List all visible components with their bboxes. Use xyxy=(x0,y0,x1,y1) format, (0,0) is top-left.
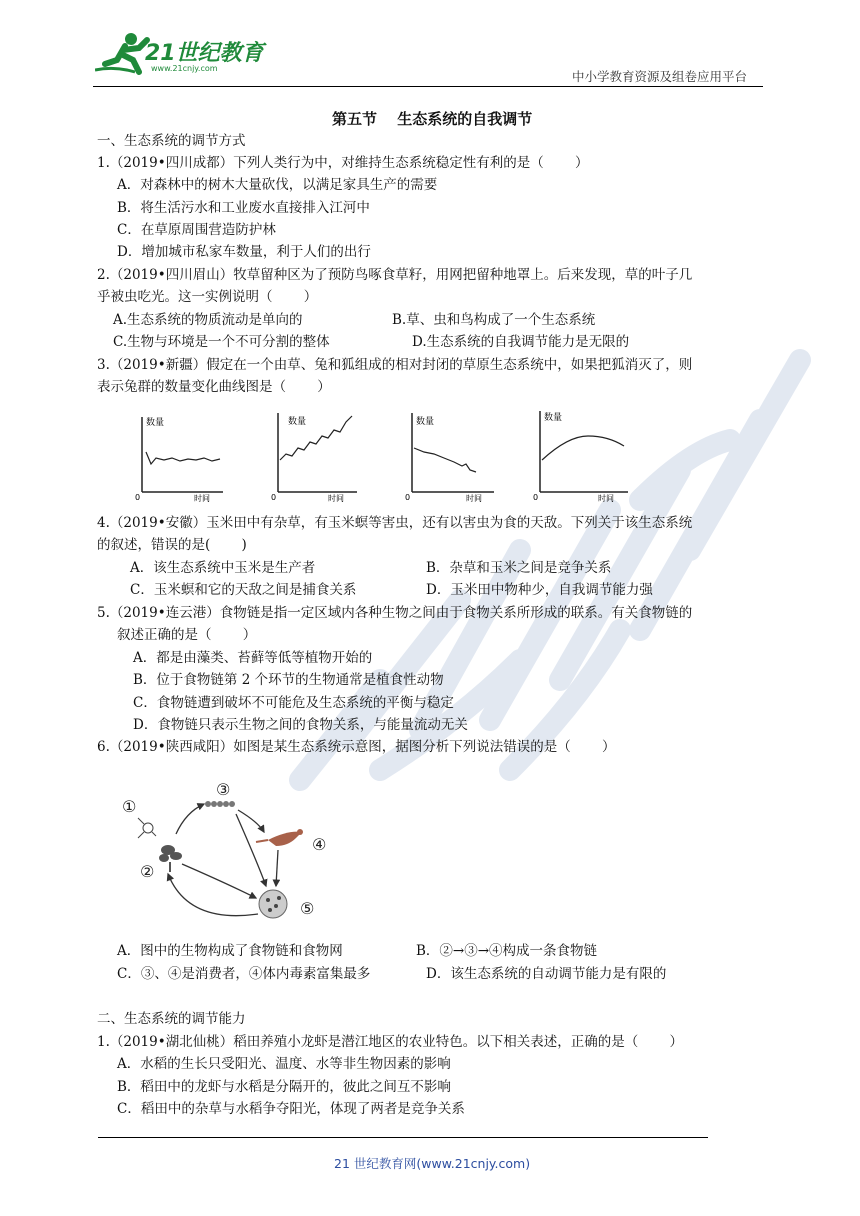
option-c: C．稻田中的杂草与水稻争夺阳光，体现了两者是竞争关系 xyxy=(117,1101,465,1117)
question-stem: 6.（2019•陕西咸阳）如图是某生态系统示意图，据图分析下列说法错误的是（ ） xyxy=(97,739,616,755)
option-b: B.草、虫和鸟构成了一个生态系统 xyxy=(392,312,596,328)
option-a: A．都是由藻类、苔藓等低等植物开始的 xyxy=(133,650,373,666)
svg-text:③: ③ xyxy=(216,780,231,799)
population-graph-a xyxy=(128,412,228,502)
option-d: D．玉米田中物种少，自我调节能力强 xyxy=(426,582,653,598)
question-stem: 4.（2019•安徽）玉米田中有杂草，有玉米螟等害虫，还有以害虫为食的天敌。下列关于该生态系统 xyxy=(97,515,693,531)
question-stem-cont: 的叙述，错误的是( ) xyxy=(97,537,247,553)
option-c: C．食物链遭到破坏不可能危及生态系统的平衡与稳定 xyxy=(133,695,454,711)
svg-text:0: 0 xyxy=(271,493,277,502)
page-title: 第五节 生态系统的自我调节 xyxy=(332,110,533,128)
option-b: B．②→③→④构成一条食物链 xyxy=(416,943,598,959)
option-a: A．该生态系统中玉米是生产者 xyxy=(130,560,316,576)
option-b: B．杂草和玉米之间是竞争关系 xyxy=(426,560,612,576)
logo-url-text: www.21cnjy.com xyxy=(151,64,218,73)
plant-icon xyxy=(159,845,182,872)
question-stem: 3.（2019•新疆）假定在一个由草、兔和狐组成的相对封闭的草原生态系统中，如果把狐消灭了，则 xyxy=(97,357,693,373)
svg-text:④: ④ xyxy=(312,835,327,854)
option-d: D．食物链只表示生物之间的食物关系，与能量流动无关 xyxy=(133,717,468,733)
question-stem: 2.（2019•四川眉山）牧草留种区为了预防鸟啄食草籽，用网把留种地罩上。后来发现，草的叶子几 xyxy=(97,267,693,283)
option-a: A.生态系统的物质流动是单向的 xyxy=(113,312,303,328)
population-graph-b xyxy=(262,408,362,502)
option-b: B．稻田中的龙虾与水稻是分隔开的，彼此之间互不影响 xyxy=(117,1079,451,1095)
option-b: B．位于食物链第 2 个环节的生物通常是植食性动物 xyxy=(133,672,444,688)
header-right-text: 中小学教育资源及组卷应用平台 xyxy=(572,69,748,84)
svg-text:时间: 时间 xyxy=(466,494,482,502)
option-a: A．图中的生物构成了食物链和食物网 xyxy=(117,943,343,959)
section-heading: 一、生态系统的调节方式 xyxy=(97,133,246,149)
svg-text:数量: 数量 xyxy=(544,413,563,423)
svg-text:数量: 数量 xyxy=(416,417,435,427)
option-a: A．对森林中的树木大量砍伐，以满足家具生产的需要 xyxy=(117,177,438,193)
question-stem-cont: 叙述正确的是（ ） xyxy=(117,627,257,643)
ecosystem-diagram xyxy=(118,774,338,934)
option-c: C．③、④是消费者，④体内毒素富集最多 xyxy=(117,966,371,982)
decomposer-icon xyxy=(259,890,287,918)
svg-text:②: ② xyxy=(140,862,155,881)
footer-text: 21 世纪教育网(www.21cnjy.com) xyxy=(334,1156,531,1171)
option-b: B．将生活污水和工业废水直接排入江河中 xyxy=(117,200,370,216)
option-c: C．在草原周围营造防护林 xyxy=(117,222,276,238)
option-d: D．该生态系统的自动调节能力是有限的 xyxy=(426,966,667,982)
header-rule xyxy=(93,86,763,87)
question-stem-cont: 乎被虫吃光。这一实例说明（ ） xyxy=(97,289,318,305)
caterpillar-icon xyxy=(205,801,235,807)
option-a: A．水稻的生长只受阳光、温度、水等非生物因素的影响 xyxy=(117,1056,451,1072)
question-stem-cont: 表示兔群的数量变化曲线图是（ ） xyxy=(97,379,331,395)
svg-text:0: 0 xyxy=(405,493,411,502)
svg-text:时间: 时间 xyxy=(598,494,614,502)
question-stem: 1.（2019•四川成都）下列人类行为中，对维持生态系统稳定性有利的是（ ） xyxy=(97,155,589,171)
option-c: C．玉米螟和它的天敌之间是捕食关系 xyxy=(130,582,357,598)
svg-text:0: 0 xyxy=(533,493,539,502)
svg-text:时间: 时间 xyxy=(328,494,344,502)
option-d: D.生态系统的自我调节能力是无限的 xyxy=(412,334,630,350)
footer-rule xyxy=(98,1137,708,1138)
population-graph-c xyxy=(400,408,500,502)
svg-text:数量: 数量 xyxy=(288,417,307,427)
svg-text:数量: 数量 xyxy=(146,418,165,428)
option-d: D．增加城市私家车数量，利于人们的出行 xyxy=(117,244,371,260)
logo xyxy=(95,30,264,78)
svg-text:①: ① xyxy=(122,797,137,816)
question-stem: 1.（2019•湖北仙桃）稻田养殖小龙虾是潜江地区的农业特色。以下相关表述，正确的是（ ） xyxy=(97,1034,683,1050)
question-stem: 5.（2019•连云港）食物链是指一定区域内各种生物之间由于食物关系所形成的联系。有关食物链的 xyxy=(97,605,693,621)
svg-text:时间: 时间 xyxy=(194,494,210,502)
svg-text:⑤: ⑤ xyxy=(300,899,315,918)
svg-text:0: 0 xyxy=(135,493,141,502)
population-graph-d xyxy=(528,406,632,502)
option-c: C.生物与环境是一个不可分割的整体 xyxy=(113,334,330,350)
section-heading: 二、生态系统的调节能力 xyxy=(97,1011,246,1027)
logo-main-text: 21世纪教育 xyxy=(145,41,264,66)
